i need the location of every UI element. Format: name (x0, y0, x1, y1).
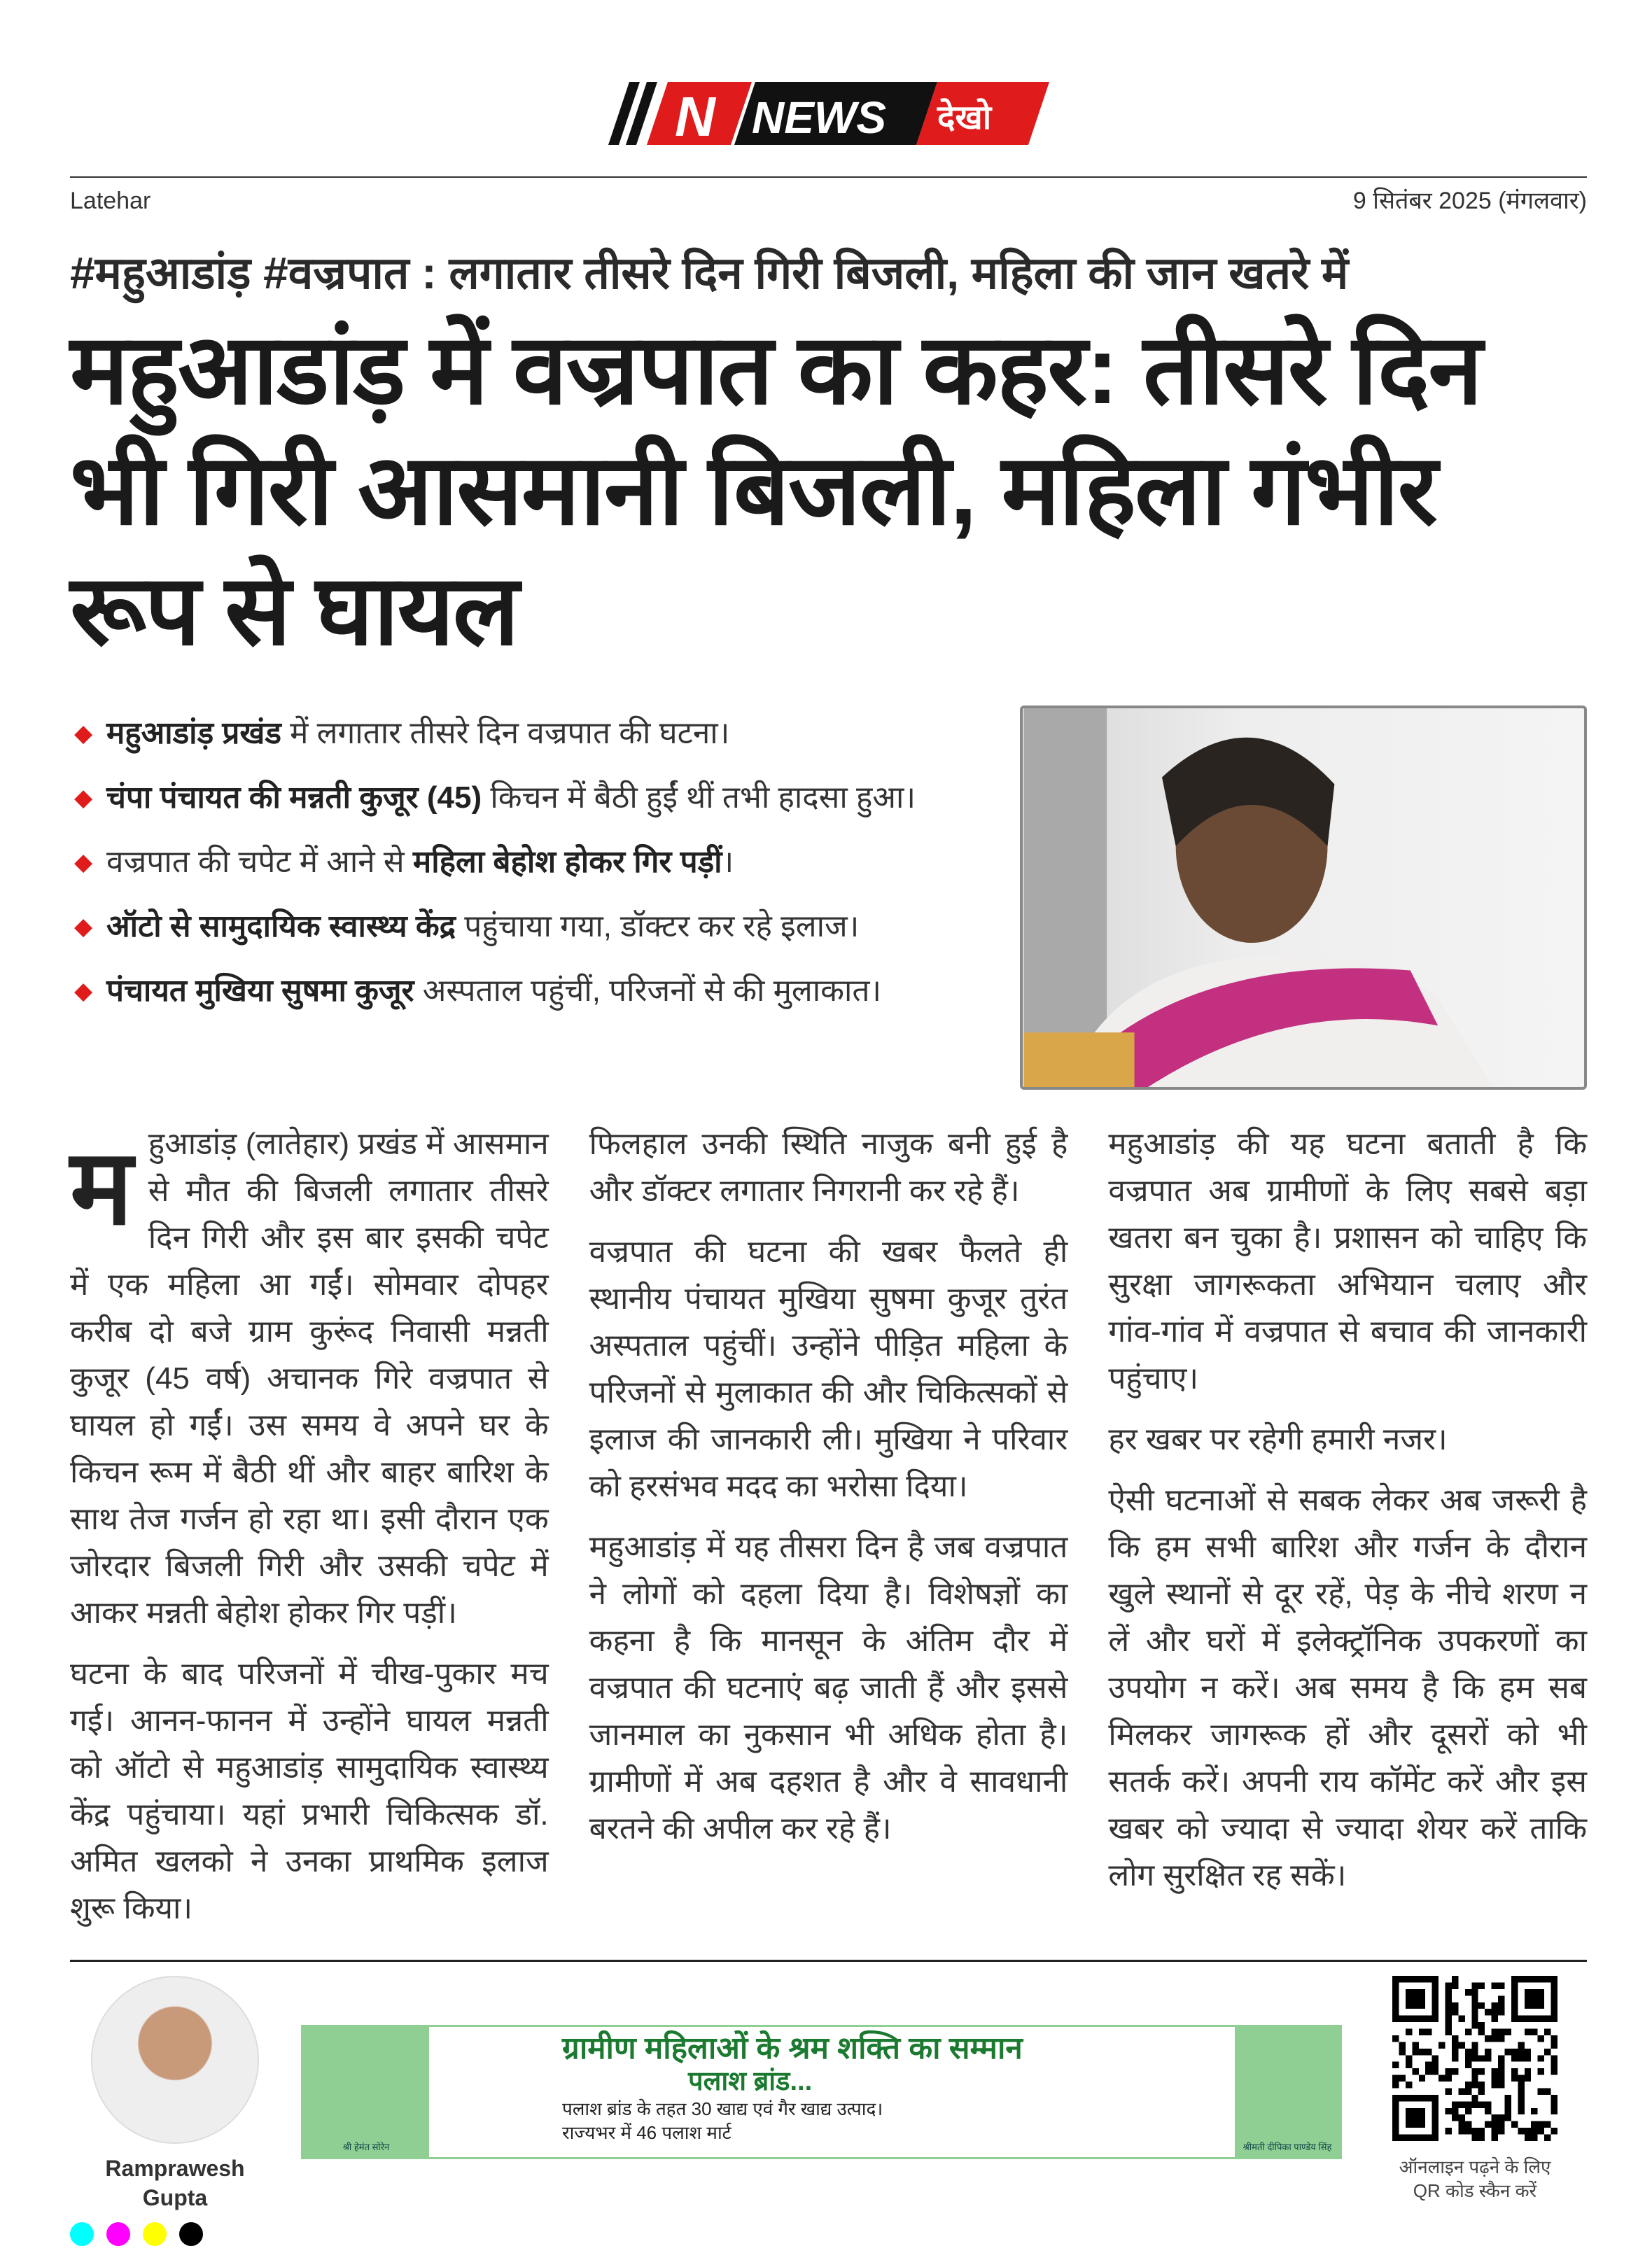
ad-right-caption: श्रीमती दीपिका पाण्डेय सिंह (1242, 2142, 1332, 2152)
highlight-item (70, 770, 985, 826)
paragraph: ऐसी घटनाओं से सबक लेकर अब जरूरी है कि हम सभी बारिश और गर्जन के दौरान खुले स्थानों से दूर रहें, पेड़ के नीचे शरण न लें और घरों में इलेक्ट्रॉनिक उपकरणों का उपयोग न करें। अब समय है कि हम सब मिलकर जागरूक हों और दूसरों को भी सतर्क करें। अपनी राय कॉमेंट करें और इस खबर को ज्यादा से ज्यादा शेयर करें ताकि लोग सुरक्षित रह सकें। (1108, 1483, 1587, 1893)
drop-cap: म (70, 1128, 133, 1246)
ad-title: ग्रामीण महिलाओं के श्रम शक्ति का सम्मान (562, 2031, 1023, 2065)
print-mark-dot (143, 2222, 167, 2246)
print-mark-dot (179, 2222, 203, 2246)
bullet-text: वज्रपात की चपेट में आने से (106, 845, 413, 879)
paragraph (70, 1121, 549, 1636)
headline: महुआडांड़ में वज्रपात का कहर: तीसरे दिन भी गिरी आसमानी बिजली, महिला गंभीर रूप से घायल (70, 314, 1482, 665)
svg-text:NEWS: NEWS (751, 92, 886, 143)
header-rule (70, 176, 1587, 178)
print-mark-dot (106, 2222, 130, 2246)
qr-caption-line: ऑनलाइन पढ़ने के लिए (1399, 2156, 1551, 2177)
print-registration-marks (70, 2222, 1587, 2246)
ad-point: पलाश ब्रांड के तहत 30 खाद्य एवं गैर खाद्य उत्पाद। (562, 2098, 883, 2119)
article-column-2 (589, 1121, 1068, 1946)
paragraph: महुआडांड़ की यह घटना बताती है कि वज्रपात अब ग्रामीणों के लिए सबसे बड़ा खतरा बन चुका है। प्रशासन को चाहिए कि सुरक्षा जागरूकता अभियान चलाए और गांव-गांव में वज्रपात से बचाव की जानकारी पहुंचाए। (1108, 1127, 1587, 1396)
svg-text:N: N (674, 85, 715, 148)
author-avatar (91, 1976, 259, 2144)
date: 9 सितंबर 2025 (मंगलवार) (1352, 188, 1587, 214)
paragraph: वज्रपात की घटना की खबर फैलते ही स्थानीय पंचायत मुखिया सुषमा कुजूर तुरंत अस्पताल पहुंचीं। उन्होंने पीड़ित महिला के परिजनों से मुलाकात की और चिकित्सकों से इलाज की जानकारी ली। मुखिया ने परिवार को हरसंभव मदद का भरोसा दिया। (589, 1235, 1068, 1503)
qr-caption (1363, 2155, 1587, 2203)
highlight-item (70, 899, 985, 955)
highlight-item (70, 963, 985, 1019)
highlights-list (70, 706, 985, 1027)
bullet-bold: चंपा पंचायत की मन्नती कुजूर (45) (106, 780, 482, 815)
highlight-item (70, 706, 985, 761)
injured-woman-photo (1020, 706, 1587, 1090)
diamond-bullet-icon: ◆ (74, 785, 93, 811)
bullet-bold: महुआडांड़ प्रखंड (106, 716, 281, 750)
bullet-text: । (722, 845, 734, 879)
bullet-bold: ऑटो से सामुदायिक स्वास्थ्य केंद्र (106, 909, 456, 943)
author-name: Ramprawesh Gupta (105, 2156, 245, 2210)
ad-right-portrait (1235, 2027, 1340, 2157)
diamond-bullet-icon: ◆ (74, 913, 93, 940)
print-mark-dot (70, 2222, 94, 2246)
article-body (70, 1121, 1587, 1946)
qr-code[interactable] (1392, 1976, 1558, 2141)
qr-box (1363, 1976, 1587, 2203)
diamond-bullet-icon: ◆ (74, 849, 93, 876)
ad-text (429, 2027, 1235, 2157)
diamond-bullet-icon: ◆ (74, 978, 93, 1004)
paragraph: फिलहाल उनकी स्थिति नाजुक बनी हुई है और डॉक्टर लगातार निगरानी कर रहे हैं। (589, 1127, 1068, 1208)
highlight-item (70, 834, 985, 890)
bullet-bold: पंचायत मुखिया सुषमा कुजूर (106, 974, 414, 1008)
qr-caption-line: QR कोड स्कैन करें (1413, 2180, 1537, 2201)
location: Latehar (70, 188, 151, 214)
paragraph-text: हुआडांड़ (लातेहार) प्रखंड में आसमान से मौत की बिजली लगातार तीसरे दिन गिरी और इस बार इसकी चपेट में एक महिला आ गईं। सोमवार दोपहर करीब दो बजे ग्राम कुरूंद निवासी मन्नती कुजूर (45 वर्ष) अचानक गिरे वज्रपात से घायल हो गईं। उस समय वे अपने घर के किचन रूम में बैठी थीं और बाहर बारिश के साथ तेज गर्जन हो रहा था। इसी दौरान एक जोरदार बिजली गिरी और उसकी चपेट में आकर मन्नती बेहोश होकर गिर पड़ीं। (70, 1127, 549, 1630)
news-dekho-logo (608, 78, 1049, 148)
article-column-3 (1108, 1121, 1587, 1946)
lead-section (70, 706, 1587, 1090)
bullet-bold: महिला बेहोश होकर गिर पड़ीं (412, 845, 722, 879)
ad-subtitle: पलाश ब्रांड... (688, 2067, 813, 2096)
paragraph: घटना के बाद परिजनों में चीख-पुकार मच गई। आनन-फानन में उन्होंने घायल मन्नती को ऑटो से महुआडांड़ सामुदायिक स्वास्थ्य केंद्र पहुंचाया। यहां प्रभारी चिकित्सक डॉ. अमित खलको ने उनका प्राथमिक इलाज शुरू किया। (70, 1657, 549, 1925)
article-column-1 (70, 1121, 549, 1946)
footer (70, 1976, 1587, 2212)
palash-brand-ad-banner[interactable] (301, 2025, 1342, 2159)
ad-left-portrait (303, 2027, 429, 2157)
masthead (70, 0, 1587, 148)
bullet-text: पहुंचाया गया, डॉक्टर कर रहे इलाज। (456, 909, 860, 943)
paragraph: महुआडांड़ में यह तीसरा दिन है जब वज्रपात ने लोगों को दहला दिया है। विशेषज्ञों का कहना है कि मानसून के अंतिम दौर में वज्रपात की घटनाएं बढ़ जाती हैं और इससे जानमाल का नुकसान भी अधिक होता है। ग्रामीणों में अब दहशत है और वे सावधानी बरतने की अपील कर रहे हैं। (589, 1530, 1068, 1846)
bullet-text: अस्पताल पहुंचीं, परिजनों से की मुलाकात। (414, 974, 882, 1008)
photo-illustration (1023, 708, 1584, 1087)
dateline (70, 186, 1587, 216)
ad-point: राज्यभर में 46 पलाश मार्ट (562, 2122, 732, 2143)
ad-left-caption: श्री हेमंत सोरेन (342, 2142, 390, 2152)
svg-text:देखो: देखो (937, 99, 991, 136)
author-box (70, 1976, 280, 2212)
diamond-bullet-icon: ◆ (74, 720, 93, 747)
kicker: #महुआडांड़ #वज्रपात : लगातार तीसरे दिन गिरी बिजली, महिला की जान खतरे में (70, 248, 1349, 298)
paragraph: हर खबर पर रहेगी हमारी नजर। (1108, 1422, 1448, 1457)
bullet-text: किचन में बैठी हुईं थीं तभी हादसा हुआ। (482, 780, 916, 815)
footer-rule (70, 1960, 1587, 1962)
bullet-text: में लगातार तीसरे दिन वज्रपात की घटना। (281, 716, 730, 750)
